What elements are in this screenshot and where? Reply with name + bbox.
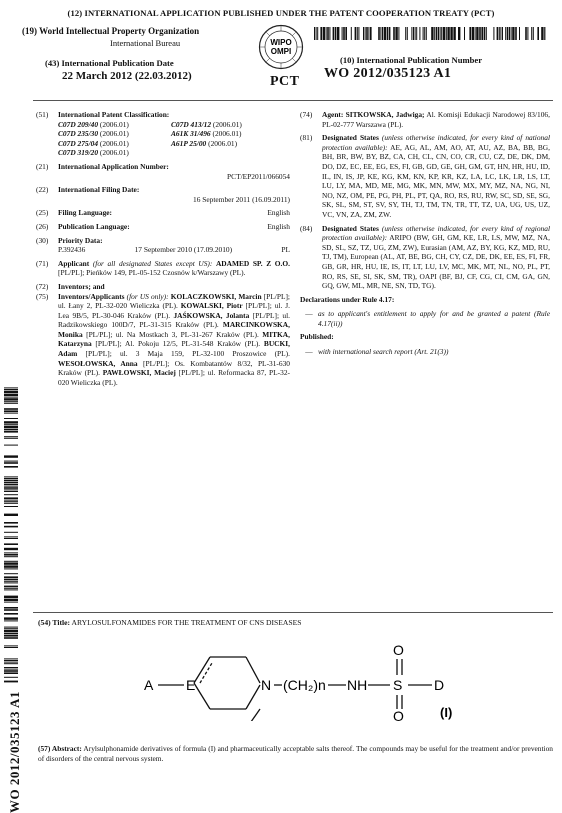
inventor-name: MITKA, Katarzyna — [58, 330, 290, 349]
formula-O-top: O — [393, 642, 404, 658]
formula-label: (I) — [440, 705, 452, 720]
inventor-name: KOLACZKOWSKI, Marcin — [171, 292, 262, 301]
filing-value: 16 September 2011 (16.09.2011) — [58, 195, 290, 205]
right-column — [300, 110, 550, 361]
inventor-name: BUCKI, Adam — [58, 339, 290, 358]
published-item: — with international search report (Art. 21(3)) — [300, 347, 550, 357]
appnum-entry: (21) International Application Number: PCT/EP2011/066054 — [36, 162, 290, 181]
formula-D: D — [434, 677, 444, 693]
ipc-entry: (51) International Patent Classification: C07D 209/40 (2006.01) C07D 413/12 (2006.01) C07D 235/30 (2006.01) A61K 31/496 (2006.01) C07D 275/04 (2006.01) A61P 25/00 (2006.01) C07D 319/20 (2006.01) — [36, 110, 290, 158]
pubnum-label: (10) International Publication Number — [340, 55, 482, 65]
wipo-seal-logo — [258, 24, 304, 70]
formula-A: A — [144, 677, 154, 693]
formula-S: S — [393, 677, 402, 693]
filing-entry: (22) International Filing Date: 16 September 2011 (16.09.2011) — [36, 185, 290, 204]
inventor-name: WESOŁOWSKA, Anna — [58, 359, 138, 368]
formula-E: E — [186, 677, 195, 693]
appnum-value: PCT/EP2011/066054 — [58, 172, 290, 182]
document-title: (12) INTERNATIONAL APPLICATION PUBLISHED UNDER THE PATENT COOPERATION TREATY (PCT) — [0, 8, 562, 18]
inventors-entry: (75) Inventors/Applicants (for US only): KOLACZKOWSKI, Marcin [PL/PL]; ul. Łany 2, PL-32-020 Wieliczka (PL). KOWALSKI, Piotr [PL/PL]; ul. J. Lea 9B/5, PL-30-046 Kraków (PL). JAŚKOWSKA, Jolanta [PL/PL]; ul. Radzikowskiego 100D/7, PL-31-315 Kraków (PL). MARCINKOWSKA, Monika [PL/PL]; ul. Na Mostkach 3, PL-31-267 Kraków (PL). MITKA, Katarzyna [PL/PL]; Al. Pokoju 12/5, PL-31-548 Kraków (PL). BUCKI, Adam [PL/PL]; ul. 3 Maja 159, PL-32-100 Proszowice (PL). WESOŁOWSKA, Anna [PL/PL]; Os. Kombatantów 8/32, PL-31-630 Kraków (PL). PAWŁOWSKI, Maciej [PL/PL]; ul. Reformacka 87, PL-32-020 Wieliczka (PL). — [36, 292, 290, 388]
header-divider — [33, 100, 553, 101]
left-column — [36, 110, 290, 391]
chemical-formula-i — [140, 637, 480, 721]
formula-O-bottom: O — [393, 708, 404, 721]
formula-NH: NH — [347, 677, 367, 693]
inventors-header: (72) Inventors; and — [36, 282, 290, 292]
barcode-top — [314, 27, 546, 40]
publication-language-entry: (26) Publication Language: English — [36, 222, 290, 232]
agent-entry: (74) Agent: SITKOWSKA, Jadwiga; Al. Komisji Edukacji Narodowej 83/106, PL-02-777 Warszawa (PL). — [300, 110, 550, 129]
pubdate: 22 March 2012 (22.03.2012) — [62, 70, 192, 82]
invention-title: (54) Title: ARYLOSULFONAMIDES FOR THE TREATMENT OF CNS DISEASES — [38, 618, 548, 627]
inventor-name: MARCINKOWSKA, Monika — [58, 320, 290, 339]
published-label: Published: — [300, 332, 550, 342]
ipc-codes: C07D 209/40 (2006.01) C07D 413/12 (2006.01) C07D 235/30 (2006.01) A61K 31/496 (2006.01) C07D 275/04 (2006.01) A61P 25/00 (2006.01) C07D 319/20 (2006.01) — [58, 120, 291, 158]
formula-chain: (CH₂)n — [283, 677, 326, 693]
designated-states-regional: (84) Designated States (unless otherwise indicated, for every kind of regional protection available): ARIPO (BW, GH, GM, KE, LR, LS, MW, MZ, NA, SD, SL, SZ, TZ, UG, ZM, ZW), Eurasian (AM, AZ, BY, KG, KZ, MD, RU, TJ, TM), European (AL, AT, BE, BG, CH, CY, CZ, DE, DK, EE, ES, FI, FR, GB, GR, HR, HU, IE, IS, IT, LT, LU, LV, MC, MK, MT, NL, NO, PL, PT, RO, RS, SE, SI, SK, SM, TR), OAPI (BF, BJ, CF, CG, CI, CM, GA, GN, GQ, GW, ML, MR, NE, SN, TD, TG). — [300, 224, 550, 291]
priority-entry: (30) Priority Data: P.392436 17 September 2010 (17.09.2010) PL — [36, 236, 290, 255]
inventor-name: KOWALSKI, Piotr — [181, 301, 243, 310]
filing-language-entry: (25) Filing Language: English — [36, 208, 290, 218]
ipc-label: International Patent Classification: — [58, 110, 291, 120]
seal-text-top: WIPO — [270, 38, 291, 47]
inventor-name: JAŚKOWSKA, Jolanta — [173, 311, 249, 320]
org-sub: International Bureau — [110, 38, 180, 48]
barcode-side — [4, 383, 18, 683]
pubdate-label: (43) International Publication Date — [45, 58, 174, 68]
formula-N: N — [261, 677, 271, 693]
abstract: (57) Abstract: Arylsulphonamide derivatives of formula (I) and pharmaceutically acceptable salts thereof. The compounds may be useful for the treatment and/or prevention of disorders of the central nervous system. — [38, 744, 553, 763]
designated-states-national: (81) Designated States (unless otherwise indicated, for every kind of national protection available): AE, AG, AL, AM, AO, AT, AU, AZ, BA, BB, BG, BH, BR, BW, BY, BZ, CA, CH, CL, CN, CO, CR, CU, CZ, DE, DK, DM, DO, DZ, EC, EE, EG, ES, FI, GB, GD, GE, GH, GM, GT, HN, HR, HU, ID, IL, IN, IS, JP, KE, KG, KM, KN, KP, KR, KZ, LA, LC, LK, LR, LS, LT, LU, LY, MA, MD, ME, MG, MK, MN, MW, MX, MY, MZ, NA, NG, NI, NO, NZ, OM, PE, PG, PH, PL, PT, QA, RO, RS, RU, RW, SC, SD, SE, SG, SK, SL, SM, ST, SV, SY, TH, TJ, TM, TN, TR, TT, TZ, UA, UG, US, UZ, VC, VN, ZA, ZM, ZW. — [300, 133, 550, 219]
applicant-entry: (71) Applicant (for all designated States except US): ADAMED SP. Z O.O. [PL/PL]; Pieńków 149, PL-05-152 Czosnów k/Warszawy (PL). — [36, 259, 290, 278]
title-divider — [33, 612, 553, 613]
pct-label: PCT — [270, 74, 300, 90]
declaration-item: — as to applicant's entitlement to apply for and be granted a patent (Rule 4.17(ii)) — [300, 309, 550, 328]
seal-text-bottom: OMPI — [271, 47, 291, 56]
org-label: (19) World Intellectual Property Organization — [22, 26, 199, 36]
side-publication-number: WO 2012/035123 A1 — [7, 663, 23, 813]
inventor-name: PAWŁOWSKI, Maciej — [103, 368, 176, 377]
declarations-label: Declarations under Rule 4.17: — [300, 295, 550, 305]
pubnum: WO 2012/035123 A1 — [324, 66, 451, 82]
